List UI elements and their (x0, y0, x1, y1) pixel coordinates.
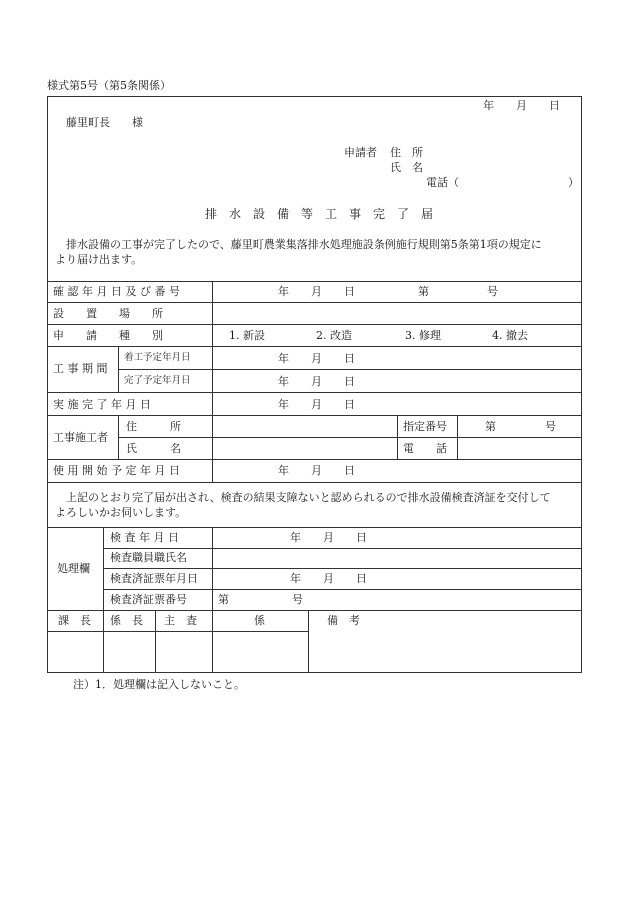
rule (212, 281, 213, 482)
footnote: 注）1．処理欄は記入しないこと。 (73, 678, 245, 691)
rule (118, 346, 119, 392)
rule (47, 610, 582, 611)
rule (212, 527, 213, 610)
form-number: 様式第5号（第5条関係） (47, 79, 171, 92)
kind-option-new[interactable]: 1. 新設 (229, 329, 265, 342)
rule (47, 392, 582, 393)
intro-line-2: より届け出ます。 (55, 253, 143, 266)
rule (103, 568, 582, 569)
cert-number-prefix: 第 (218, 593, 229, 606)
form-title: 排 水 設 備 等 工 事 完 了 届 (205, 207, 434, 221)
kind-option-repair[interactable]: 3. 修理 (405, 329, 441, 342)
confirm-number-prefix[interactable]: 第 (418, 285, 429, 298)
kind-option-remove[interactable]: 4. 撤去 (492, 329, 528, 342)
rule (103, 527, 104, 610)
intro-line-1: 排水設備の工事が完了したので、藤里町農業集落排水処理施設条例施行規則第5条第1項の規定に (66, 238, 542, 251)
applicant-phone-label[interactable]: 電話（ (426, 176, 459, 189)
rule (103, 548, 582, 549)
applicant-name-label[interactable]: 氏 名 (390, 161, 423, 174)
use-start-label: 使 用 開 始 予 定 年 月 日 (53, 464, 180, 477)
rule (103, 610, 104, 673)
stamp-kakari: 係 (254, 614, 265, 627)
confirm-date[interactable]: 年 月 日 (278, 285, 355, 298)
rule (155, 610, 156, 673)
stamp-kakaricho: 係 長 (110, 614, 143, 627)
rule (47, 482, 582, 483)
period-end-label: 完了予定年月日 (124, 375, 191, 386)
period-label: 工 事 期 間 (53, 362, 108, 375)
applicant-address-label[interactable]: 住 所 (390, 146, 423, 159)
stamp-kacho: 課 長 (58, 614, 91, 627)
stamp-shusa: 主 査 (164, 614, 197, 627)
designation-suffix: 号 (545, 420, 556, 433)
period-end-date[interactable]: 年 月 日 (278, 375, 355, 388)
rule (308, 610, 309, 673)
designation-prefix[interactable]: 第 (485, 420, 496, 433)
kind-option-modify[interactable]: 2. 改造 (316, 329, 352, 342)
inspection-date-label: 検 査 年 月 日 (110, 531, 179, 544)
request-line-2: よろしいかお伺いします。 (55, 506, 187, 519)
addressee: 藤里町長 様 (66, 116, 143, 129)
inspection-date: 年 月 日 (290, 531, 367, 544)
rule (47, 302, 582, 303)
rule (118, 415, 119, 459)
period-start-date[interactable]: 年 月 日 (278, 352, 355, 365)
request-line-1: 上記のとおり完了届が出され、検査の結果支障ないと認められるので排水設備検査済証を交付して (66, 491, 551, 504)
rule (397, 415, 398, 459)
contractor-name-label: 氏 名 (126, 442, 181, 455)
rule (47, 459, 582, 460)
remarks-label: 備 考 (327, 614, 360, 627)
cert-date-label: 検査済証票年月日 (110, 572, 198, 585)
inspector-label: 検査職員職氏名 (110, 551, 187, 564)
use-start-date[interactable]: 年 月 日 (278, 464, 355, 477)
applicant-label: 申請者 (344, 146, 377, 159)
rule (457, 415, 458, 459)
applicant-phone-close: ） (568, 176, 579, 189)
location-label: 設 置 場 所 (53, 307, 163, 320)
rule (47, 281, 582, 282)
period-start-label: 着工予定年月日 (124, 352, 191, 363)
rule (47, 415, 582, 416)
rule (47, 631, 308, 632)
contractor-phone-label: 電 話 (403, 442, 447, 455)
rule (47, 527, 582, 528)
confirm-number-suffix: 号 (487, 285, 498, 298)
designation-label: 指定番号 (403, 420, 447, 433)
cert-number-suffix: 号 (292, 593, 303, 606)
rule (47, 346, 582, 347)
kind-label: 申 請 種 別 (53, 329, 163, 342)
completion-label: 実 施 完 了 年 月 日 (53, 398, 151, 411)
completion-date[interactable]: 年 月 日 (278, 398, 355, 411)
cert-number-label: 検査済証票番号 (110, 593, 187, 606)
submission-date: 年 月 日 (483, 99, 560, 112)
rule (103, 589, 582, 590)
confirm-label: 確 認 年 月 日 及 び 番 号 (53, 285, 180, 298)
rule (212, 610, 213, 673)
processing-label: 処理欄 (57, 562, 90, 575)
rule (118, 437, 582, 438)
cert-date: 年 月 日 (290, 572, 367, 585)
contractor-address-label: 住 所 (126, 420, 181, 433)
contractor-label: 工事施工者 (53, 431, 108, 444)
rule (118, 369, 582, 370)
rule (47, 324, 582, 325)
